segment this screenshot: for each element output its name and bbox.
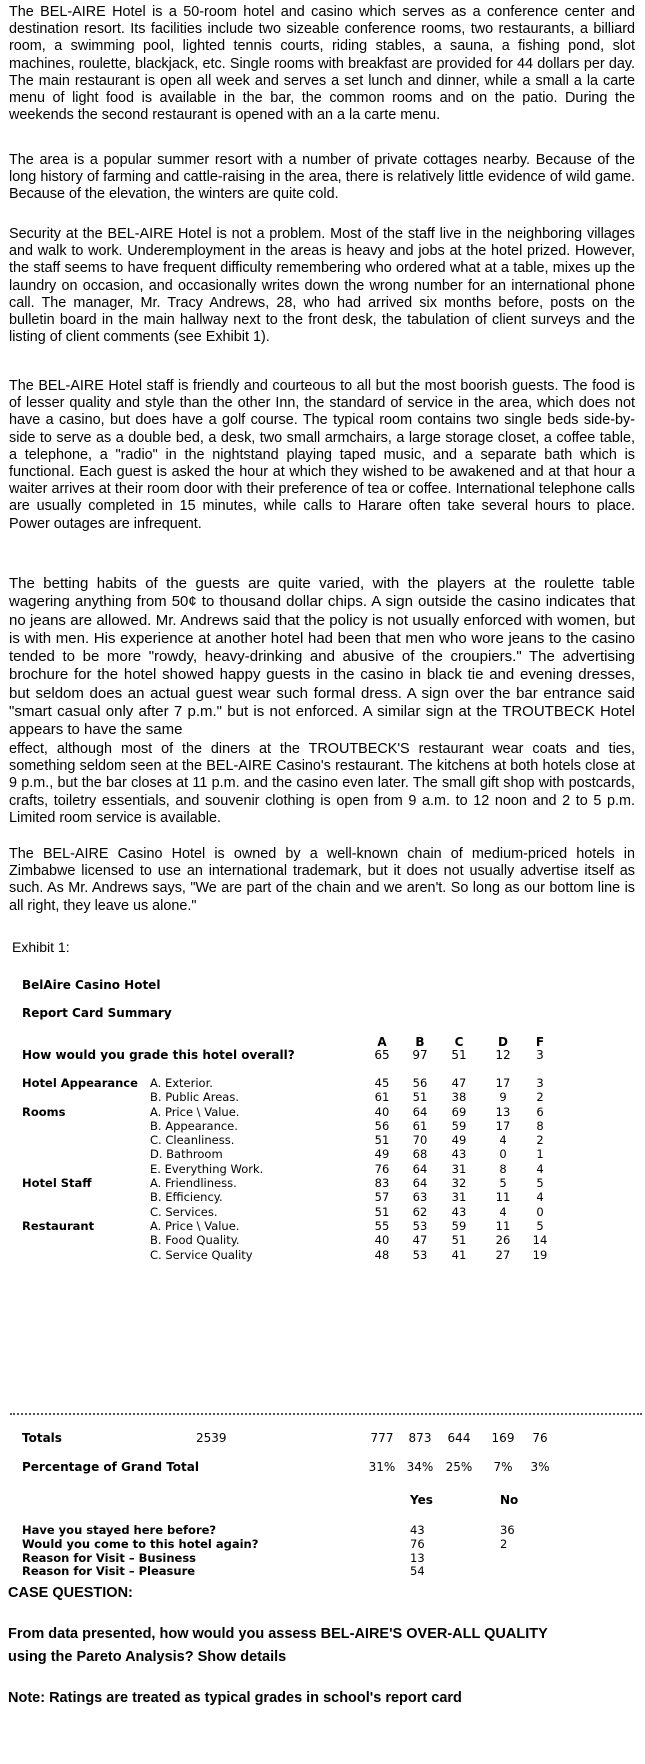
rating-items: A. Exterior. B. Public Areas. A. Price \ Value. B. Appearance. C. Cleanliness. D. Bathroom E. Everything Work. A. Friendliness. B. Efficiency. C. Services. A. Price \ Value. B. Food Quality. C. Service Quality [150, 1076, 264, 1262]
total-b: 873 [408, 1431, 432, 1445]
total-f: 76 [532, 1431, 548, 1445]
total-a: 777 [370, 1431, 394, 1445]
paragraph-area: The area is a popular summer resort with a number of private cottages nearby. Because of the long history of farming and cattle-raising in the area, there is relatively little evidence of wild game. Because of the elevation, the winters are quite cold. [9, 152, 635, 203]
column-f-values: 3 2 6 8 2 1 4 5 4 0 5 14 19 [532, 1076, 548, 1262]
total-c: 644 [447, 1431, 471, 1445]
grade-header-f: F [535, 1035, 545, 1049]
percent-b: 34% [406, 1460, 434, 1474]
overall-a: 65 [374, 1048, 390, 1062]
percent-f: 3% [530, 1460, 550, 1474]
exhibit-hotel-name: BelAire Casino Hotel [22, 978, 161, 992]
overall-b: 97 [412, 1048, 428, 1062]
column-c-values: 47 38 69 59 49 43 31 32 31 43 59 51 41 [451, 1076, 467, 1262]
overall-c: 51 [451, 1048, 467, 1062]
grade-header-b: B [415, 1035, 425, 1049]
yes-header: Yes [410, 1493, 433, 1507]
total-d: 169 [491, 1431, 515, 1445]
grade-header-d: D [498, 1035, 508, 1049]
percent-d: 7% [493, 1460, 513, 1474]
grand-total: 2539 [196, 1431, 227, 1445]
paragraph-ownership: The BEL-AIRE Casino Hotel is owned by a well-known chain of medium-priced hotels in Zimbabwe licensed to use an international trademark, but it does not usually advertise itself as such. As Mr. Andrews says, "We are part of the chain and we aren't. So long as our bottom line is all right, they leave us alone." [9, 846, 635, 914]
percent-c: 25% [445, 1460, 473, 1474]
case-question-line-1: From data presented, how would you assess BEL-AIRE'S OVER-ALL QUALITY [8, 1626, 548, 1642]
column-a-values: 45 61 40 56 51 49 76 83 57 51 55 40 48 [374, 1076, 390, 1262]
case-note: Note: Ratings are treated as typical grades in school's report card [8, 1690, 462, 1706]
totals-label: Totals [22, 1431, 62, 1445]
grade-header-a: A [377, 1035, 387, 1049]
survey-questions: Have you stayed here before? Would you come to this hotel again? Reason for Visit – Business Reason for Visit – Pleasure [22, 1523, 259, 1579]
case-question-line-2: using the Pareto Analysis? Show details [8, 1649, 287, 1665]
paragraph-dress: effect, although most of the diners at the TROUTBECK'S restaurant wear coats and ties, something seldom seen at the BEL-AIRE Casino's restaurant. The kitchens at both hotels close at 9 p.m., but the bar closes at 11 p.m. and the casino even later. The small gift shop with postcards, crafts, toiletry essentials, and souvenir clothing is open from 9 a.m. to 12 noon and 2 to 5 p.m. Limited room service is available. [9, 741, 635, 826]
overall-question: How would you grade this hotel overall? [22, 1048, 295, 1062]
overall-d: 12 [495, 1048, 511, 1062]
paragraph-intro: The BEL-AIRE Hotel is a 50-room hotel and casino which serves as a conference center and destination resort. Its facilities include two sizeable conference rooms, two restaurants, a billiard room, a swimming pool, lighted tennis courts, riding stables, a sauna, a fishing pond, slot machines, roulette, blackjack, etc. Single rooms with breakfast are provided for 44 dollars per day. The main restaurant is open all week and serves a set lunch and dinner, while a small a la carte menu of light food is available in the bar, the common rooms and on the patio. During the weekends the second restaurant is opened with an a la carte menu. [9, 4, 635, 124]
overall-f: 3 [536, 1048, 544, 1062]
percentage-label: Percentage of Grand Total [22, 1460, 199, 1474]
exhibit-subtitle: Report Card Summary [22, 1006, 172, 1020]
dotted-divider [10, 1413, 642, 1415]
grade-header-c: C [454, 1035, 464, 1049]
exhibit-label: Exhibit 1: [12, 939, 70, 955]
paragraph-staff: The BEL-AIRE Hotel staff is friendly and courteous to all but the most boorish guests. The food is of lesser quality and style than the other Inn, the standard of service in the area, which does not have a casino, but does have a golf course. The typical room contains two single beds side-by-side to serve as a double bed, a desk, two small armchairs, a large storage closet, a coffee table, a telephone, a "radio" in the nightstand playing taped music, and a separate bath which is functional. Each guest is asked the hour at which they wished to be awakened and at that hour a waiter arrives at their room door with their preference of tea or coffee. International telephone calls are usually completed in 15 minutes, while calls to Harare often take several hours to place. Power outages are infrequent. [9, 378, 635, 532]
percent-a: 31% [368, 1460, 396, 1474]
survey-no-values: 36 2 [500, 1523, 515, 1551]
no-header: No [500, 1493, 519, 1507]
case-heading: CASE QUESTION: [8, 1585, 133, 1601]
paragraph-betting: The betting habits of the guests are quite varied, with the players at the roulette table wagering anything from 50¢ to thousand dollar chips. A sign outside the casino indicates that no jeans are allowed. Mr. Andrews said that the policy is not usually enforced with women, but is with men. His experience at another hotel had been that men who wore jeans to the casino tended to be more "rowdy, heavy-drinking and abusive of the croupiers." The advertising brochure for the hotel showed happy guests in the casino in black tie and evening dresses, but seldom does an actual guest wear such formal dress. A sign over the bar entrance said "smart casual only after 7 p.m." but is not enforced. A similar sign at the TROUTBECK Hotel appears to have the same [9, 575, 635, 739]
column-d-values: 17 9 13 17 4 0 8 5 11 4 11 26 27 [495, 1076, 511, 1262]
column-b-values: 56 51 64 61 70 68 64 64 63 62 53 47 53 [412, 1076, 428, 1262]
paragraph-security: Security at the BEL-AIRE Hotel is not a problem. Most of the staff live in the neighboring villages and walk to work. Underemployment in the areas is heavy and jobs at the hotel prized. However, the staff seems to have frequent difficulty remembering who ordered what at a table, mixes up the laundry on occasion, and occasionally writes down the wrong number for an international phone call. The manager, Mr. Tracy Andrews, 28, who had arrived six months before, posts on the bulletin board in the main hallway next to the front desk, the tabulation of client surveys and the listing of client comments (see Exhibit 1). [9, 226, 635, 346]
rating-categories: Hotel Appearance Rooms Hotel Staff Restaurant [22, 1076, 138, 1233]
survey-yes-values: 43 76 13 54 [410, 1523, 425, 1579]
